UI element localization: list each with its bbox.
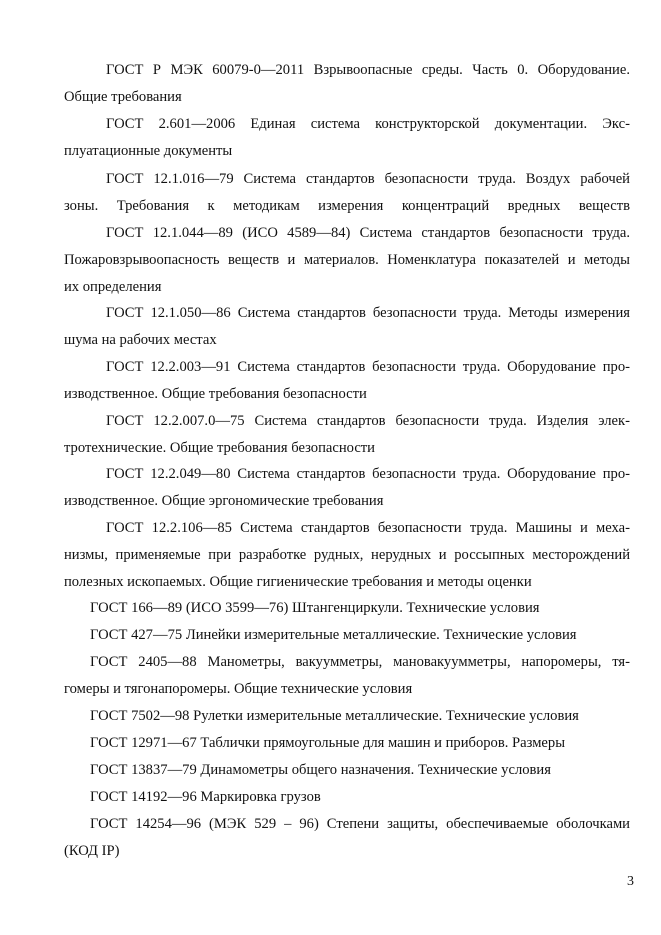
reference-line: шума на рабочих местах xyxy=(64,332,217,348)
reference-line: плуатационные документы xyxy=(64,143,233,159)
reference-line: ГОСТ 12.1.044—89 (ИСО 4589—84) Система стандартов безопасности труда. xyxy=(106,225,630,241)
reference-line: ГОСТ 14254—96 (МЭК 529 – 96) Степени защиты, обеспечиваемые оболочками xyxy=(90,816,630,832)
reference-line: ГОСТ 14192—96 Маркировка грузов xyxy=(90,789,321,805)
reference-line: (КОД IP) xyxy=(64,843,120,859)
reference-line: изводственное. Общие эргономические требования xyxy=(64,493,384,509)
reference-line: Пожаровзрывоопасность веществ и материалов. Номенклатура показателей и методы xyxy=(64,252,630,268)
reference-line: ГОСТ 166—89 (ИСО 3599—76) Штангенциркули. Технические условия xyxy=(90,600,540,616)
reference-line: ГОСТ 12.2.106—85 Система стандартов безопасности труда. Машины и меха- xyxy=(106,520,630,536)
reference-line: ГОСТ Р МЭК 60079-0—2011 Взрывоопасные среды. Часть 0. Оборудование. xyxy=(106,62,630,78)
reference-line: изводственное. Общие требования безопасности xyxy=(64,386,367,402)
reference-line: их определения xyxy=(64,279,162,295)
reference-line: ГОСТ 12.2.049—80 Система стандартов безопасности труда. Оборудование про- xyxy=(106,466,630,482)
reference-line: ГОСТ 12.2.007.0—75 Система стандартов безопасности труда. Изделия элек- xyxy=(106,413,630,429)
reference-line: зоны. Требования к методикам измерения концентраций вредных веществ xyxy=(64,198,630,214)
reference-line: ГОСТ 2405—88 Манометры, вакуумметры, мановакуумметры, напоромеры, тя- xyxy=(90,654,630,670)
reference-line: ГОСТ 427—75 Линейки измерительные металлические. Технические условия xyxy=(90,627,577,643)
reference-line: ГОСТ 12.1.016—79 Система стандартов безопасности труда. Воздух рабочей xyxy=(106,171,630,187)
reference-line: ГОСТ 12971—67 Таблички прямоугольные для машин и приборов. Размеры xyxy=(90,735,566,751)
reference-line: ГОСТ 12.1.050—86 Система стандартов безопасности труда. Методы измерения xyxy=(106,305,630,321)
reference-line: гомеры и тягонапоромеры. Общие технические условия xyxy=(64,681,413,697)
reference-line: Общие требования xyxy=(64,89,182,105)
reference-line: низмы, применяемые при разработке рудных, нерудных и россыпных месторождений xyxy=(64,547,630,563)
page-number: 3 xyxy=(627,874,634,889)
reference-line: полезных ископаемых. Общие гигиенические требования и методы оценки xyxy=(64,574,532,590)
reference-line: ГОСТ 2.601—2006 Единая система конструкторской документации. Экс- xyxy=(106,116,630,132)
reference-line: тротехнические. Общие требования безопасности xyxy=(64,440,375,456)
reference-line: ГОСТ 13837—79 Динамометры общего назначения. Технические условия xyxy=(90,762,551,778)
reference-line: ГОСТ 12.2.003—91 Система стандартов безопасности труда. Оборудование про- xyxy=(106,359,630,375)
reference-line: ГОСТ 7502—98 Рулетки измерительные металлические. Технические условия xyxy=(90,708,579,724)
